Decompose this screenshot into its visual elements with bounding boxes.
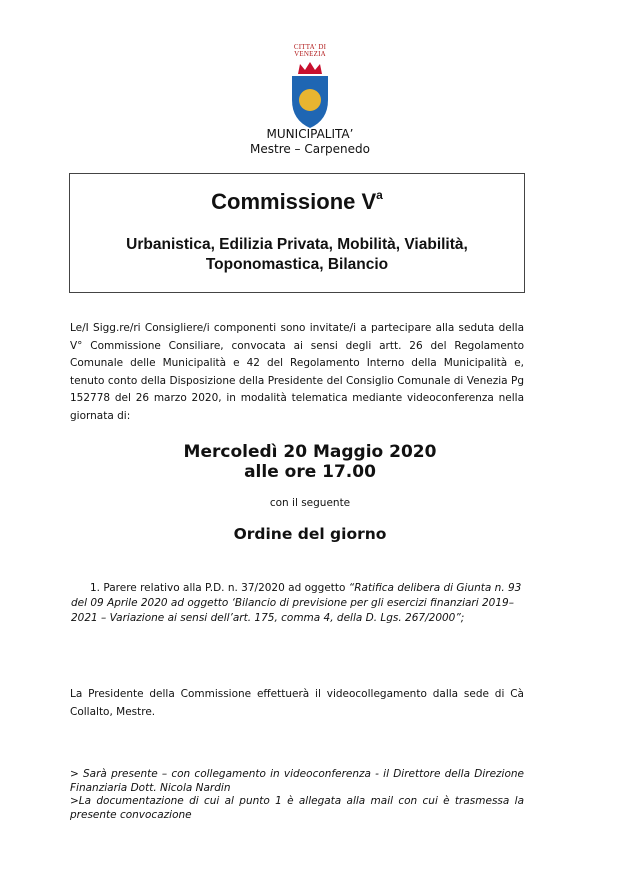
commission-title-superscript: a [376, 188, 383, 202]
crest-text-line2: VENEZIA [294, 50, 326, 58]
crest-text [283, 44, 337, 58]
commission-title [70, 189, 524, 215]
agenda-item-number: 1. [90, 582, 101, 594]
crest-text-line1: CITTA' DI [293, 43, 327, 51]
municipality-header [0, 127, 620, 157]
commission-title-text: Commissione V [211, 189, 377, 214]
municipality-name: MUNICIPALITA’ [266, 127, 354, 141]
meeting-time: alle ore 17.00 [244, 462, 376, 482]
agenda-item-text: “Ratifica delibera di Giunta n. 93 del 09 Aprile 2020 ad oggetto ‘Bilancio di previsione per gli esercizi finanziari 2019–2021 – Variazione ai sensi dell’art. 175, comma 4, della D. Lgs. 267/2000”; [71, 582, 522, 624]
city-crest [283, 44, 337, 130]
note-item: > Sarà presente – con collegamento in videoconferenza - il Direttore della Direzione Finanziaria Dott. Nicola Nardin [70, 768, 524, 794]
closing-paragraph: La Presidente della Commissione effettuerà il videocollegamento dalla sede di Cà Collalto, Mestre. [70, 688, 524, 718]
notes [70, 768, 524, 822]
agenda-item [71, 581, 531, 626]
commission-title-box [69, 173, 525, 293]
intro-paragraph: Le/I Sigg.re/ri Consigliere/i componenti sono invitate/i a partecipare alla seduta della V° Commissione Consiliare, convocata ai sensi degli artt. 26 del Regolamento Comunale delle Municipalità e 42 del Regolamento Interno della Municipalità e, tenuto conto della Disposizione della Presidente del Consiglio Comunale di Venezia Pg 152778 del 26 marzo 2020, in modalità telematica mediante videoconferenza nella giornata di: [70, 322, 524, 422]
agenda-item-prefix: Parere relativo alla P.D. n. 37/2020 ad oggetto [103, 582, 346, 594]
commission-subtitle-line1: Urbanistica, Edilizia Privata, Mobilità, Viabilità, [126, 236, 468, 253]
commission-subtitle-line2: Toponomastica, Bilancio [205, 256, 389, 273]
municipality-district: Mestre – Carpenedo [250, 142, 370, 156]
note-item: >La documentazione di cui al punto 1 è allegata alla mail con cui è trasmessa la presente convocazione [70, 795, 524, 821]
meeting-date: Mercoledì 20 Maggio 2020 [183, 442, 437, 462]
lion-shield-icon [288, 60, 332, 130]
agenda-heading: Ordine del giorno [233, 525, 387, 543]
followed-by-text: con il seguente [269, 497, 351, 509]
meeting-datetime [0, 442, 620, 482]
commission-subtitle [70, 235, 524, 275]
